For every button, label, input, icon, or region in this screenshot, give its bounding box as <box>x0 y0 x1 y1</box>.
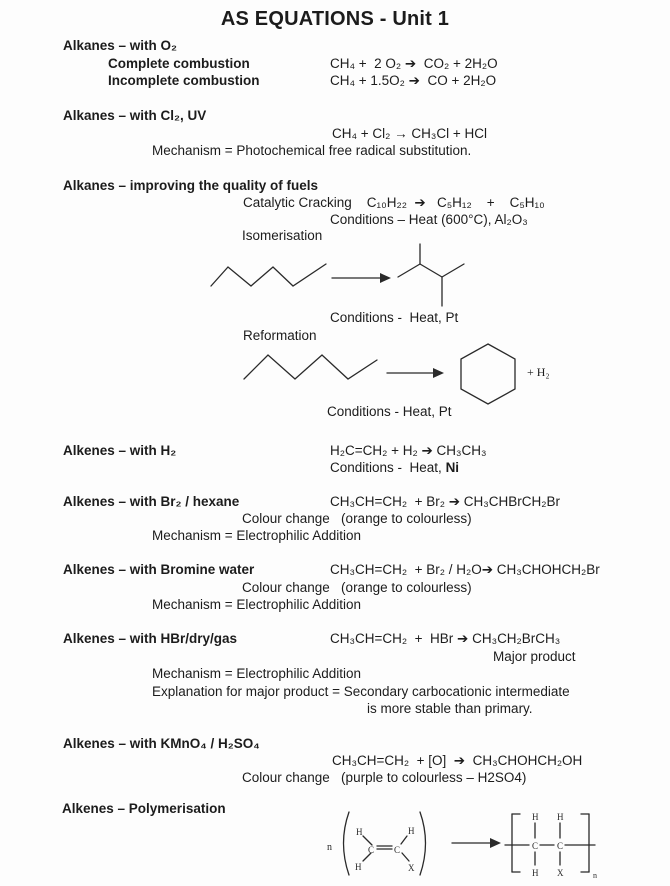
conditions-cracking: Conditions – Heat (600°C), Al₂O₃ <box>330 212 528 227</box>
equation-cracking: C₁₀H₂₂ ➔ C₅H₁₂ + C₅H₁₀ <box>366 195 545 210</box>
colour-change-br2-hexane: Colour change (orange to colourless) <box>242 511 472 526</box>
polymer-x-bottom-2: X <box>557 868 564 878</box>
hexane-skeletal-structure <box>240 348 380 384</box>
section-heading-alkenes-h2: Alkenes – with H₂ <box>63 443 177 458</box>
row-label-incomplete-combustion: Incomplete combustion <box>108 73 260 88</box>
cyclohexane-ring-structure <box>458 342 518 406</box>
conditions-text: Conditions - Heat, <box>330 460 446 475</box>
n-prefix-label: n <box>327 842 332 853</box>
equation-bromine-water: CH₃CH=CH₂ + Br₂ / H₂O➔ CH₃CHOHCH₂Br <box>330 562 600 577</box>
reformation-label: Reformation <box>243 328 317 343</box>
section-heading-polymerisation: Alkenes – Polymerisation <box>62 801 226 816</box>
monomer-h-bottom-left: H <box>355 862 362 872</box>
equation-incomplete-combustion: CH₄ + 1.5O₂ ➔ CO + 2H₂O <box>330 73 497 88</box>
mechanism-bromine-water: Mechanism = Electrophilic Addition <box>152 597 361 612</box>
left-parenthesis <box>344 812 350 875</box>
polymer-c2: C <box>557 841 564 851</box>
mechanism-chlorination: Mechanism = Photochemical free radical substitution. <box>152 143 472 158</box>
reaction-arrow-isomerisation <box>330 270 392 286</box>
monomer-c-left: C <box>368 845 375 855</box>
cracking-line <box>243 195 545 211</box>
equation-hydrogenation: H₂C=CH₂ + H₂ ➔ CH₃CH₃ <box>330 443 487 458</box>
mechanism-br2-hexane: Mechanism = Electrophilic Addition <box>152 528 361 543</box>
section-heading-alkanes-o2: Alkanes – with O₂ <box>63 38 178 53</box>
section-heading-alkenes-br2-hexane: Alkenes – with Br₂ / hexane <box>63 494 240 509</box>
monomer-h-top-left: H <box>356 827 363 837</box>
equation-hbr: CH₃CH=CH₂ + HBr ➔ CH₃CH₂BrCH₃ <box>330 631 561 646</box>
section-heading-alkanes-cl2: Alkanes – with Cl₂, UV <box>63 108 207 123</box>
monomer-c-right: C <box>394 845 401 855</box>
hexane-skeletal-structure <box>207 260 332 292</box>
conditions-isomerisation: Conditions - Heat, Pt <box>330 310 459 325</box>
reformation-byproduct: + H₂ <box>527 365 550 379</box>
section-heading-hbr: Alkenes – with HBr/dry/gas <box>63 631 238 646</box>
explanation-line2: is more stable than primary. <box>367 701 533 716</box>
polymer-c1: C <box>532 841 539 851</box>
section-heading-fuels: Alkanes – improving the quality of fuels <box>63 178 319 193</box>
colour-change-bromine-water: Colour change (orange to colourless) <box>242 580 472 595</box>
branched-alkane-skeletal-structure <box>392 242 477 308</box>
polymer-h-top-2: H <box>557 812 564 822</box>
polymer-h-top-1: H <box>532 812 539 822</box>
section-heading-kmno4: Alkenes – with KMnO₄ / H₂SO₄ <box>63 736 260 751</box>
cracking-label: Catalytic Cracking <box>243 195 352 210</box>
page-title: AS EQUATIONS - Unit 1 <box>220 8 450 30</box>
monomer-x-bottom-right: X <box>408 863 415 873</box>
monomer-structure <box>325 808 443 880</box>
major-product-note: Major product <box>493 649 576 664</box>
equation-kmno4: CH₃CH=CH₂ + [O] ➔ CH₃CHOHCH₂OH <box>332 753 583 768</box>
equation-chlorination: CH₄ + Cl₂ → CH₃Cl + HCl <box>332 126 488 141</box>
polymer-repeat-unit-structure <box>503 806 603 882</box>
conditions-hydrogenation <box>330 460 459 476</box>
reaction-arrow-polymerisation <box>450 836 502 850</box>
conditions-reformation: Conditions - Heat, Pt <box>327 404 452 419</box>
equation-complete-combustion: CH₄ + 2 O₂ ➔ CO₂ + 2H₂O <box>330 56 498 71</box>
catalyst-ni: Ni <box>445 460 460 475</box>
polymer-h-bottom-1: H <box>532 868 539 878</box>
reaction-arrow-reformation <box>385 366 445 380</box>
equation-br2-hexane: CH₃CH=CH₂ + Br₂ ➔ CH₃CHBrCH₂Br <box>330 494 561 509</box>
isomerisation-label: Isomerisation <box>242 228 323 243</box>
mechanism-hbr: Mechanism = Electrophilic Addition <box>152 666 361 681</box>
monomer-h-top-right: H <box>408 826 415 836</box>
right-parenthesis <box>420 812 426 875</box>
colour-change-kmno4: Colour change (purple to colourless – H2SO4) <box>242 770 527 785</box>
row-label-complete-combustion: Complete combustion <box>108 56 250 71</box>
explanation-line1: Explanation for major product = Secondary carbocationic intermediate <box>152 684 570 699</box>
section-heading-bromine-water: Alkenes – with Bromine water <box>63 562 255 577</box>
polymer-n-subscript: n <box>593 871 597 880</box>
